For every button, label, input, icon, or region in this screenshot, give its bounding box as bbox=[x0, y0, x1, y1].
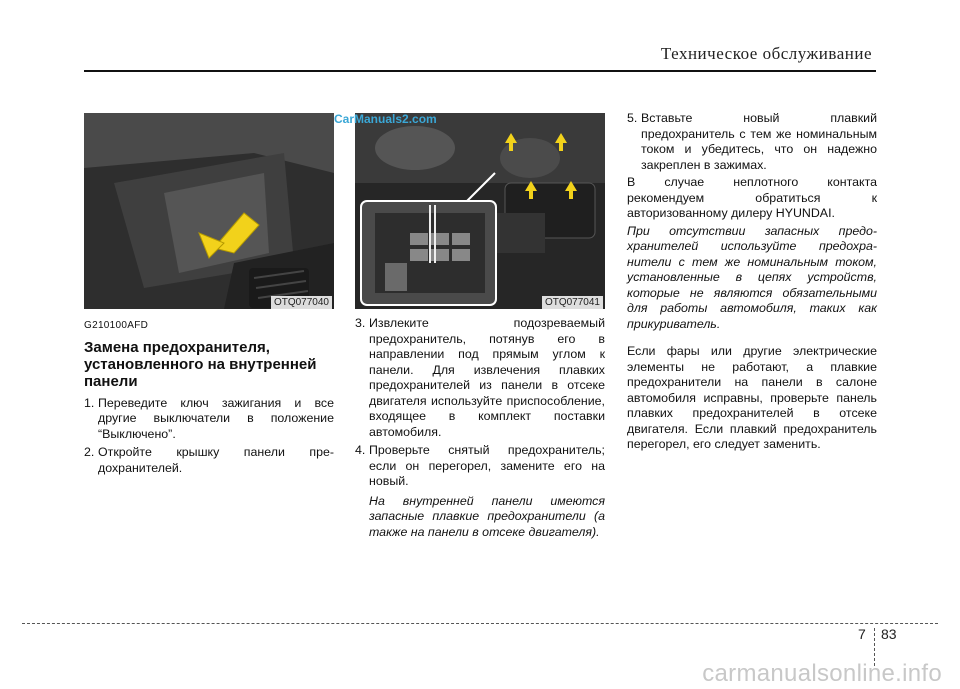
step-number: 4. bbox=[355, 443, 366, 457]
step-text: Откройте крышку панели пре-дохранителей. bbox=[98, 445, 334, 475]
page-number: 83 bbox=[881, 626, 897, 642]
engine-compartment-photo bbox=[355, 113, 605, 309]
list-item bbox=[355, 316, 605, 440]
footer-rule bbox=[22, 623, 938, 624]
step-number: 3. bbox=[355, 316, 366, 330]
step-number: 5. bbox=[627, 111, 638, 125]
chapter-number: 7 bbox=[858, 626, 866, 642]
engine-fuse-box-illustration bbox=[355, 113, 605, 309]
section-heading: Замена предохранителя, установленного на внутренней панели bbox=[84, 338, 317, 390]
note-text: При отсутствии запасных предо-хранителей используйте предохра-нители с тем же номинальным током, установленные в цепях устройств, которые не являются обязательными для работы автомобиля, таких как прикуриватель. bbox=[627, 223, 877, 331]
step-text: Переведите ключ зажигания и все другие выключатели в положение “Выключено”. bbox=[98, 395, 334, 441]
middle-column bbox=[355, 316, 605, 540]
list-item bbox=[84, 396, 334, 443]
figure-caption: OTQ077040 bbox=[271, 296, 332, 309]
interior-fuse-panel-photo bbox=[84, 113, 334, 309]
paragraph: Если фары или другие электрические элементы не работают, а плавкие предохранители на панели в салоне автомобиля исправны, проверьте панель плавких предохранителей в отсеке двигателя. Если плавкий предохранитель перегорел, его следует заменить. bbox=[627, 344, 877, 451]
section-code: G210100AFD bbox=[84, 320, 149, 331]
list-item bbox=[627, 111, 877, 173]
footer-watermark: carmanualsonline.info bbox=[702, 660, 942, 687]
paragraph: В случае неплотного контакта рекомендуем обратиться к авторизованному дилеру HYUNDAI. bbox=[627, 175, 877, 220]
step-number: 1. bbox=[84, 395, 95, 410]
step-number: 2. bbox=[84, 445, 95, 459]
figure-caption: OTQ077041 bbox=[542, 296, 603, 309]
right-column bbox=[627, 111, 877, 453]
step-text: Вставьте новый плавкий предохранитель с тем же номинальным током и убедитесь, что он надежно закреплен в зажимах. bbox=[641, 111, 877, 172]
step-text: Извлеките подозреваемый предохранитель, потянув его в направлении под прямым углом к панели. Для извлечения плавких предохранителей из панели в отсеке двигателя используйте приспособление, входящее в комплект поставки автомобиля. bbox=[369, 316, 605, 439]
note-text: На внутренней панели имеются запасные плавкие предохранители (а также на панели в отсеке двигателя). bbox=[369, 493, 605, 539]
step-text: Проверьте снятый предохранитель; если он перегорел, замените его на новый. bbox=[369, 443, 605, 488]
list-item bbox=[355, 443, 605, 490]
left-column bbox=[84, 318, 334, 476]
list-item bbox=[84, 445, 334, 476]
running-header: Техническое обслуживание bbox=[660, 44, 872, 63]
interior-fuse-panel-illustration bbox=[84, 113, 334, 309]
site-watermark: CarManuals2.com bbox=[334, 112, 437, 126]
header-rule bbox=[84, 70, 876, 72]
